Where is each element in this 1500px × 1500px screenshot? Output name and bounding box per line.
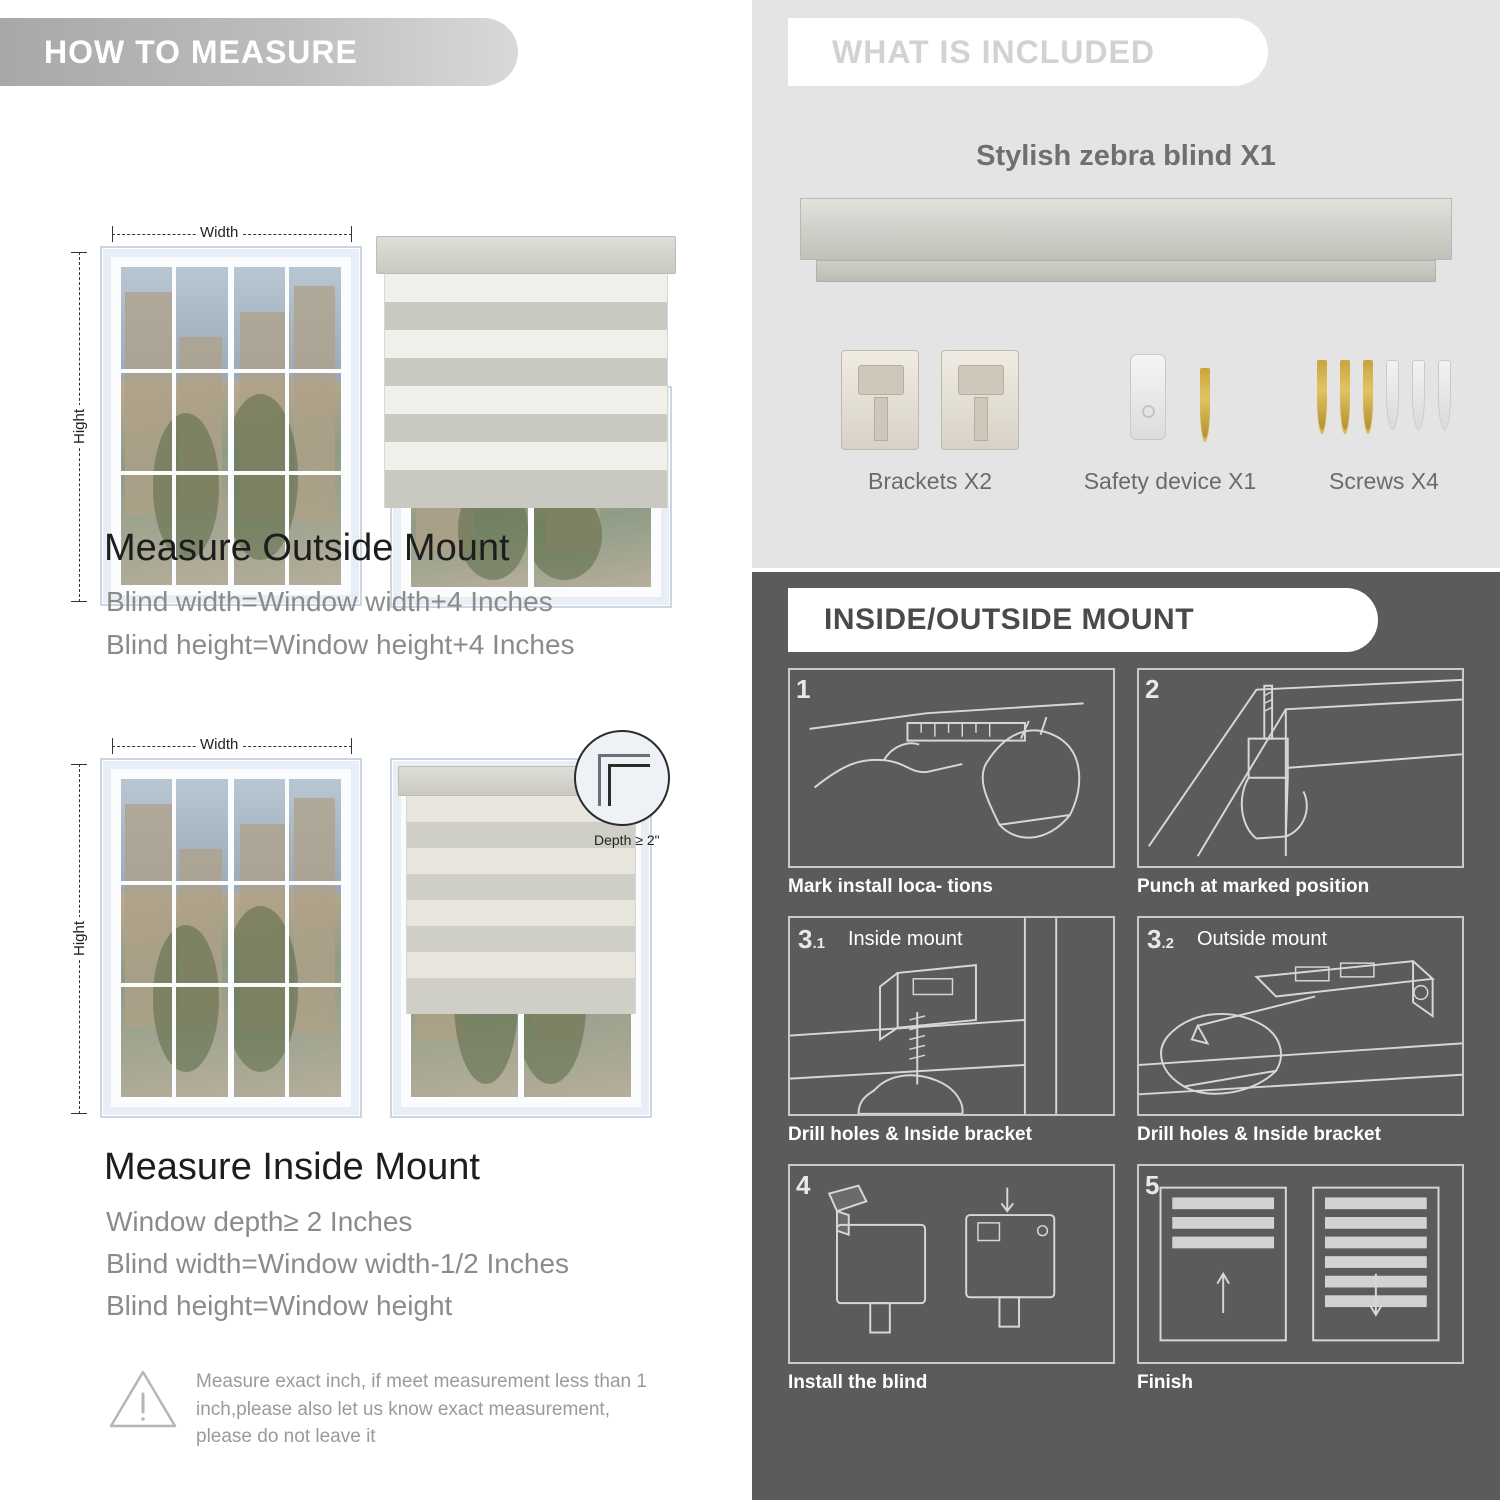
window-pane-right xyxy=(231,776,344,1100)
step-5-illustration xyxy=(1137,1164,1464,1364)
outside-rule-1: Blind width=Window width+4 Inches xyxy=(106,586,553,617)
inside-outside-mount-panel xyxy=(752,572,1500,1500)
blind-fabric xyxy=(384,274,668,508)
step-3-2-illustration xyxy=(1137,916,1464,1116)
inside-width-label: Width xyxy=(196,736,242,753)
outside-width-tick-right xyxy=(351,226,352,242)
wall-anchor-icon xyxy=(1386,360,1399,430)
mullion-grid xyxy=(234,779,341,1097)
wall-anchor-icon xyxy=(1438,360,1451,430)
step-3-2-inline-label: Outside mount xyxy=(1197,928,1328,950)
bracket-icon xyxy=(841,350,919,450)
outside-mount-illustration xyxy=(0,108,748,508)
inside-width-tick-left xyxy=(112,738,113,754)
measure-note-text: Measure exact inch, if meet measurement less than 1 inch,please also let us know exact measurement, please do not leave it xyxy=(196,1371,647,1448)
step-1 xyxy=(788,668,1115,898)
measure-note xyxy=(108,1368,668,1451)
blind-headrail xyxy=(376,236,676,274)
warning-icon xyxy=(108,1368,178,1430)
what-is-included-title: WHAT IS INCLUDED xyxy=(832,33,1155,70)
step-3-2-number: 3.2 xyxy=(1147,924,1174,954)
headrail-bottom xyxy=(816,260,1436,282)
outside-width-label: Width xyxy=(196,224,242,241)
headrail-top xyxy=(800,198,1452,260)
inside-outside-mount-header xyxy=(788,588,1378,652)
screw-icon xyxy=(1363,360,1373,434)
inside-rule-2: Blind width=Window width-1/2 Inches xyxy=(106,1248,570,1279)
step-3-1 xyxy=(788,916,1115,1146)
inside-height-tick-top xyxy=(71,764,87,765)
inside-rule-1: Window depth≥ 2 Inches xyxy=(106,1206,413,1237)
outside-height-label: Hight xyxy=(71,405,88,448)
step-3-1-illustration xyxy=(788,916,1115,1116)
step-2-number: 2 xyxy=(1145,674,1160,704)
main-item-label: Stylish zebra blind X1 xyxy=(976,140,1276,172)
inside-height-tick-bottom xyxy=(71,1113,87,1114)
how-to-measure-panel xyxy=(0,0,748,1500)
how-to-measure-header xyxy=(0,18,518,86)
step-1-caption: Mark install loca- tions xyxy=(788,876,993,897)
step-5-caption: Finish xyxy=(1137,1372,1193,1393)
zebra-blind-outside xyxy=(376,236,676,508)
step-3-2 xyxy=(1137,916,1464,1146)
step-2-caption: Punch at marked position xyxy=(1137,876,1370,897)
safety-device-label: Safety device X1 xyxy=(1083,468,1257,494)
brackets-label: Brackets X2 xyxy=(868,468,992,494)
step-1-illustration xyxy=(788,668,1115,868)
step-4-caption: Install the blind xyxy=(788,1372,928,1393)
what-is-included-header xyxy=(788,18,1268,86)
part-safety-device xyxy=(1040,350,1300,494)
safety-device-icon xyxy=(1130,354,1166,440)
step-1-number: 1 xyxy=(796,674,811,704)
inside-height-label: Hight xyxy=(71,917,88,960)
inside-rule-3: Blind height=Window height xyxy=(106,1290,453,1321)
step-3-1-caption: Drill holes & Inside bracket xyxy=(788,1124,1032,1145)
step-2 xyxy=(1137,668,1464,898)
inside-width-tick-right xyxy=(351,738,352,754)
window-pane-left xyxy=(118,776,231,1100)
outside-width-tick-left xyxy=(112,226,113,242)
window-frame xyxy=(111,769,351,1107)
install-blind-sketch xyxy=(790,1166,1113,1362)
inside-mount-title: Measure Inside Mount xyxy=(104,1146,480,1188)
depth-zoom-detail xyxy=(574,730,670,826)
part-brackets xyxy=(800,350,1060,494)
step-4-illustration xyxy=(788,1164,1115,1364)
measure-hand-sketch xyxy=(790,670,1113,866)
screw-icon xyxy=(1317,360,1327,434)
how-to-measure-title: HOW TO MEASURE xyxy=(44,33,358,70)
mullion-grid xyxy=(121,779,228,1097)
blind-fabric xyxy=(406,796,636,1014)
step-4-number: 4 xyxy=(796,1170,811,1200)
what-is-included-panel xyxy=(752,0,1500,568)
step-4 xyxy=(788,1164,1115,1394)
outside-mount-title: Measure Outside Mount xyxy=(104,527,510,569)
step-2-illustration xyxy=(1137,668,1464,868)
zebra-blind-product xyxy=(800,198,1452,286)
wall-anchor-icon xyxy=(1412,360,1425,430)
step-5-number: 5 xyxy=(1145,1170,1160,1200)
part-screws xyxy=(1276,350,1492,494)
bracket-icon xyxy=(941,350,1019,450)
depth-label: Depth ≥ 2" xyxy=(594,832,660,848)
outside-rule-2: Blind height=Window height+4 Inches xyxy=(106,629,575,660)
window-inside xyxy=(100,758,362,1118)
drill-sketch xyxy=(1139,670,1462,866)
screw-icon xyxy=(1340,360,1350,434)
step-5 xyxy=(1137,1164,1464,1394)
step-3-1-inline-label: Inside mount xyxy=(848,928,963,950)
installation-steps xyxy=(788,668,1464,1394)
outside-height-tick-top xyxy=(71,252,87,253)
parts-row xyxy=(752,350,1500,494)
inside-mount-illustration xyxy=(0,728,748,1128)
step-3-1-number: 3.1 xyxy=(798,924,825,954)
finished-blinds-sketch xyxy=(1139,1166,1462,1362)
inside-outside-mount-title: INSIDE/OUTSIDE MOUNT xyxy=(824,603,1195,636)
screw-icon xyxy=(1200,368,1210,442)
outside-height-tick-bottom xyxy=(71,601,87,602)
step-3-2-caption: Drill holes & Inside bracket xyxy=(1137,1124,1381,1145)
screws-label: Screws X4 xyxy=(1329,468,1439,494)
